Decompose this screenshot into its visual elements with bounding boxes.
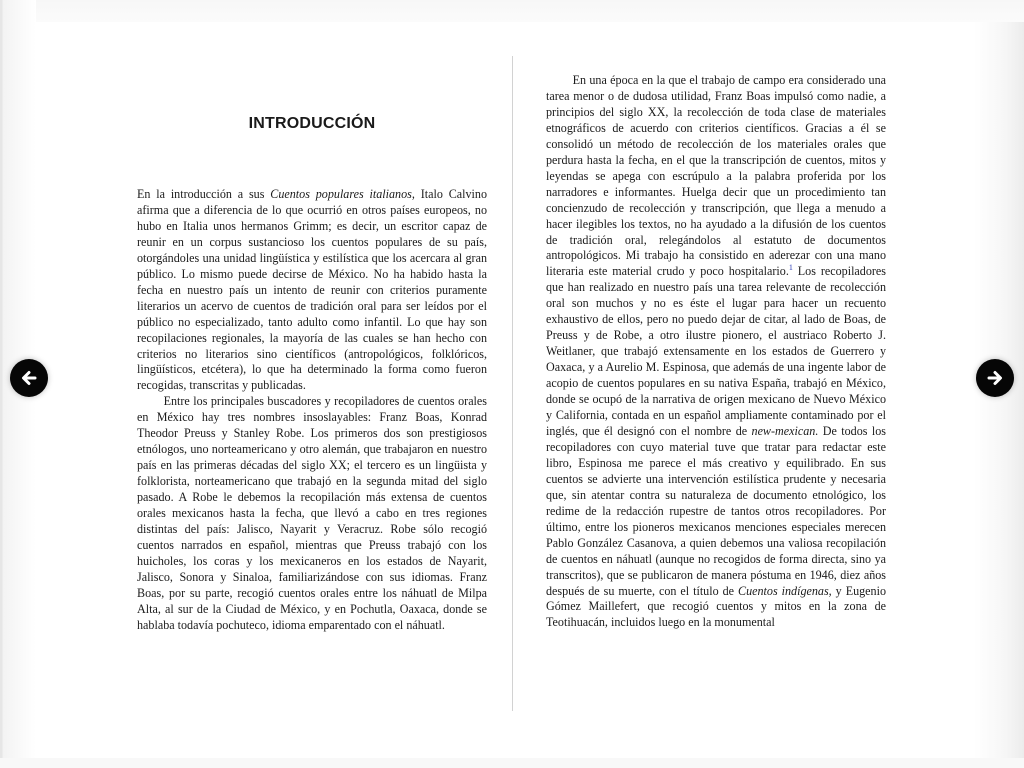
- paragraph: [137, 187, 487, 394]
- footnote-link[interactable]: 1: [788, 263, 793, 273]
- paragraph: Entre los principales buscadores y recopiladores de cuentos orales en México hay tres nombres insoslayables: Franz Boas, Konrad Theodor Preuss y Stanley Robe. Los primeros dos son prestigiosos etnólogos, uno norteamericano y otro alemán, que trabajaron en nuestro país en las primeras décadas del siglo XX; el tercero es un lingüista y folklorista, norteamericano que trabajó en la segunda mitad del siglo pasado. A Robe le debemos la recopilación más extensa de cuentos orales mexicanos hasta la fecha, que llevó a cabo en tres regiones distintas del país: Jalisco, Nayarit y Veracruz. Robe sólo recogió cuentos narrados en español, mientras que Preuss trabajó con los huicholes, los coras y los mexicaneros en los estados de Nayarit, Jalisco, Sonora y Sinaloa, familiarizándose con sus idiomas. Franz Boas, por su parte, recogió cuentos orales entre los náhuatl de Milpa Alta, al sur de la Ciudad de México, y en Pochutla, Oaxaca, donde se hablaba todavía pochuteco, idioma emparentado con el náhuatl.: [137, 394, 487, 632]
- paragraph-text: Italo Calvino afirma que a diferencia de lo que ocurrió en otros países europeos, no hubo en Italia unos hermanos Grimm; es decir, un escritor capaz de reunir en un corpus sustancioso los cuentos populares de su país, otorgándoles una unidad lingüística y estilística que los acercara al gran público. Lo mismo puede decirse de México. No ha habido hasta la fecha en nuestro país un intento de reunir con criterios puramente literarios un acervo de cuentos de tradición oral para ser leídos por el público no especializado, tanto adulto como infantil. Lo que hay son recopilaciones regionales, la mayoría de las cuales se han hecho con criterios no literarios sino científicos (antropológicos, folklóricos, lingüísticos, etcétera), lo que ha determinado la forma como fueron recogidas, transcritas y publicadas.: [137, 187, 487, 393]
- book-title-italic: Cuentos populares italianos,: [270, 187, 415, 201]
- paragraph-text: Los recopiladores que han realizado en nuestro país una tarea relevante de recolección oral son muchos y no es éste el lugar para hacer un recuento exhaustivo de ellos, pero no puedo dejar de citar, al lado de Boas, de Preuss y de Robe, a otro ilustre pionero, el austriaco Roberto J. Weitlaner, que trabajó extensamente en los estados de Guerrero y Oaxaca, y a Aurelio M. Espinosa, que además de una ingente labor de acopio de cuentos populares en su nativa España, trabajó en México, donde se ocupó de la narrativa de origen mexicano de Nuevo México y California, contada en un español ampliamente contaminado por el inglés, que él designó con el nombre de: [546, 264, 886, 438]
- page-gutter-divider: [512, 56, 513, 711]
- arrow-left-icon: [19, 368, 39, 388]
- paragraph-text: De todos los recopiladores con cuyo material tuve que tratar para redactar este libro, Espinosa me parece el más creativo y equilibrado. En sus cuentos se advierte una intervención estilística prudente y necesaria que, sin atentar contra su naturaleza de documento etnológico, los redime de la redacción rupestre de tantos otros recopiladores. Por último, entre los pioneros mexicanos menciones especiales merecen Pablo González Casanova, a quien debemos una valiosa recopilación de cuentos en náhuatl (aunque no recogidos de forma directa, sino ya transcritos), que se publicaron de manera póstuma en 1946, diez años después de su muerte, con el título de: [546, 423, 886, 598]
- reader-bottom-band: [0, 758, 1024, 768]
- paragraph-text: En una época en la que el trabajo de campo era considerado una tarea menor o de dudosa utilidad, Franz Boas impulsó como nadie, a principios del siglo XX, la recolección de toda clase de materiales etnográficos de acuerdo con criterios científicos. Gracias a él se consolidó un método de recolección de los materiales orales que perdura hasta la fecha, en el que la transcripción de cuentos, mitos y leyendas se apega con escrúpulo a la palabra proferida por los narradores e informantes. Huelga decir que un procedimiento tan concienzudo de recolección y transcripción, que llega a menudo a hacer ilegibles los textos, no ha ayudado a la difusión de los cuentos de tradición oral, relegándolos al estatuto de documentos antropológicos. Mi trabajo ha consistido en aderezar con una mano literaria este material crudo y poco hospitalario.: [546, 73, 886, 279]
- paragraph-text: En la introducción a sus: [137, 187, 271, 201]
- next-page-button[interactable]: [976, 359, 1014, 397]
- reader-top-band: [0, 0, 1024, 22]
- term-italic: new-mexican.: [751, 423, 819, 438]
- paragraph-text: y Eugenio Gómez Maillefert, que recogió cuentos y mitos en la zona de Teotihuacán, incluidos luego en la monumental: [546, 583, 886, 630]
- book-title-italic: Cuentos indígenas,: [738, 583, 832, 598]
- previous-page-button[interactable]: [10, 359, 48, 397]
- right-page: [546, 73, 886, 631]
- arrow-right-icon: [985, 368, 1005, 388]
- left-page: [137, 108, 487, 634]
- paragraph: [546, 73, 886, 631]
- chapter-title: INTRODUCCIÓN: [248, 115, 376, 132]
